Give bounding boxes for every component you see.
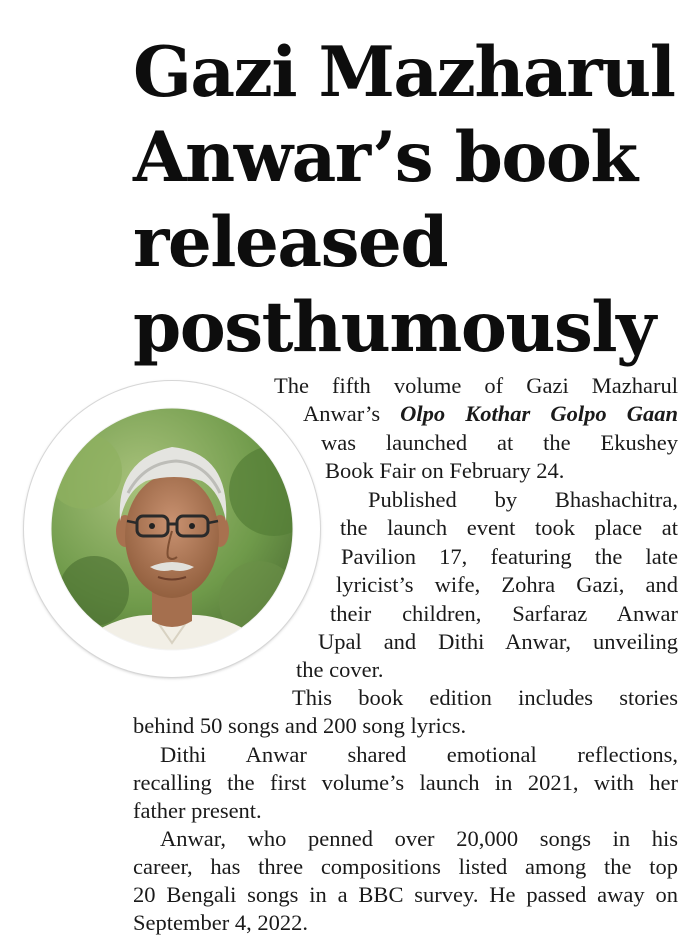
body-text-line: recalling the first volume’s launch in 2021, with her <box>133 770 678 795</box>
body-text-line: the cover. <box>296 657 384 682</box>
headline-line: posthumously <box>133 287 655 368</box>
body-text-line: Upal and Dithi Anwar, unveiling <box>318 629 678 654</box>
body-text-line: career, has three compositions listed among the top <box>133 854 678 879</box>
body-text-line: The fifth volume of Gazi Mazharul <box>274 373 678 398</box>
body-text-line: lyricist’s wife, Zohra Gazi, and <box>336 572 678 597</box>
body-text-line: Pavilion 17, featuring the late <box>341 544 678 569</box>
body-text-line: behind 50 songs and 200 song lyrics. <box>133 713 467 738</box>
book-title: Olpo Kothar Golpo Gaan <box>400 401 678 426</box>
body-text-line: was launched at the Ekushey <box>321 430 678 455</box>
body-text-span: Anwar’s <box>303 401 401 426</box>
body-text-line: This book edition includes stories <box>292 685 678 710</box>
headline-line: released <box>133 202 448 283</box>
headline <box>133 30 685 370</box>
body-text-line <box>303 400 678 429</box>
body-text-line: Dithi Anwar shared emotional reflections, <box>160 742 678 767</box>
body-text-line: 20 Bengali songs in a BBC survey. He passed away on <box>133 882 678 907</box>
body-text-line: father present. <box>133 798 262 823</box>
body-text-line: the launch event took place at <box>340 515 678 540</box>
headline-line: Gazi Mazharul <box>133 32 675 113</box>
portrait-photo-icon <box>24 381 320 677</box>
body-text-line: Published by Bhashachitra, <box>368 487 678 512</box>
body-text-line: their children, Sarfaraz Anwar <box>330 601 678 626</box>
portrait-photo <box>24 381 320 677</box>
headline-line: Anwar’s book <box>133 117 637 198</box>
body-text-line: Book Fair on February 24. <box>325 458 565 483</box>
body-text-line: Anwar, who penned over 20,000 songs in his <box>160 826 678 851</box>
body-text-line: September 4, 2022. <box>133 910 308 935</box>
